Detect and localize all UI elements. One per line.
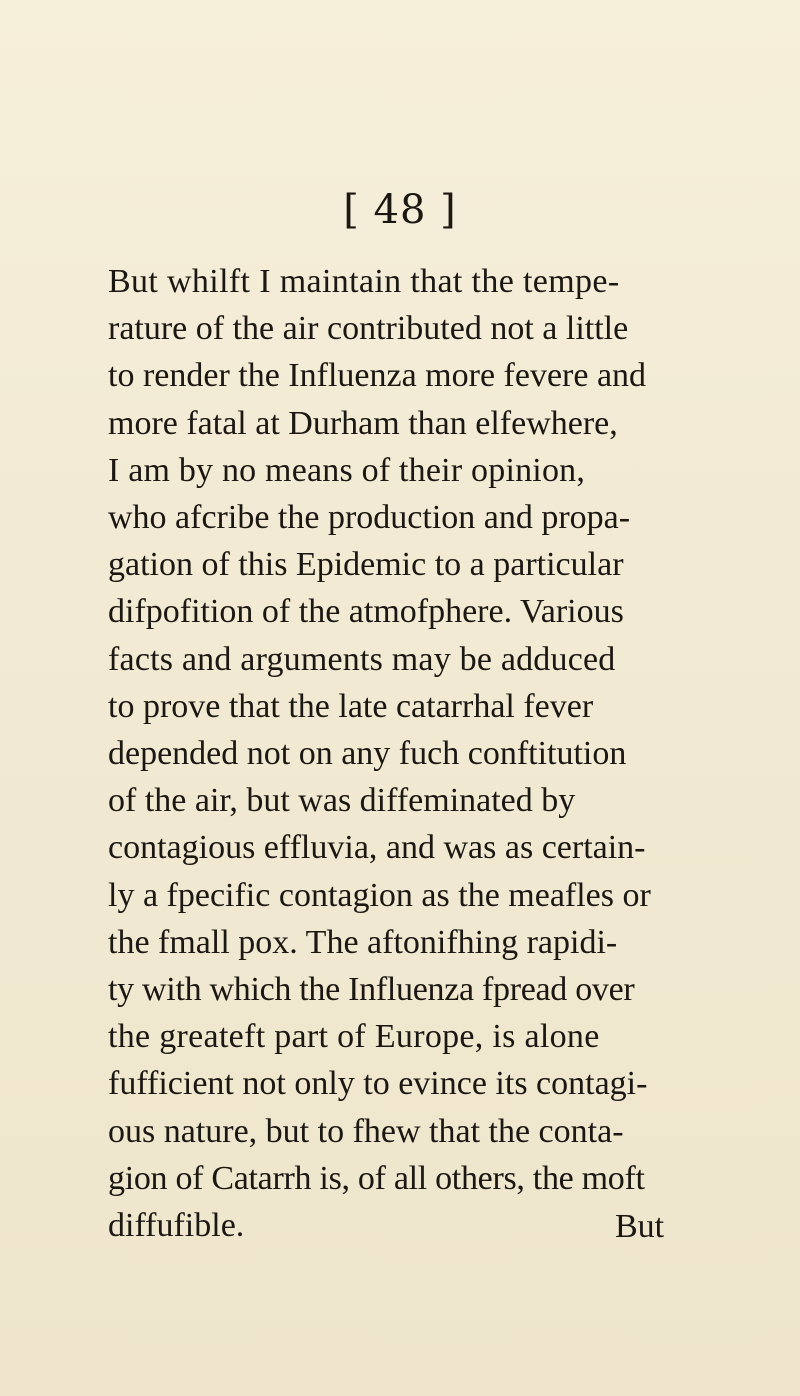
text-line: gion of Catarrh is, of all others, the moft bbox=[108, 1159, 645, 1197]
text-line: to render the Influenza more fevere and bbox=[108, 357, 647, 395]
text-line: I am by no means of their opinion, bbox=[108, 451, 586, 489]
text-line: But whilft I maintain that the tempe- bbox=[108, 263, 620, 300]
catchword: But bbox=[615, 1208, 665, 1245]
text-line: difpofition of the atmofphere. Various bbox=[108, 593, 624, 631]
body-paragraph bbox=[108, 258, 718, 1249]
page-number-header: [ 48 ] bbox=[343, 187, 457, 233]
text-line: ly a fpecific contagion as the meafles or bbox=[108, 876, 651, 914]
text-line: of the air, but was diffeminated by bbox=[108, 782, 576, 820]
text-line: ous nature, but to fhew that the conta- bbox=[108, 1112, 624, 1150]
text-line: contagious effluvia, and was as certain- bbox=[108, 829, 646, 867]
text-line: rature of the air contributed not a little bbox=[108, 310, 629, 348]
text-line: the fmall pox. The aftonifhing rapidi- bbox=[108, 923, 618, 961]
text-line: diffufible. bbox=[108, 1207, 245, 1245]
text-line: fufficient not only to evince its contagi- bbox=[108, 1065, 648, 1103]
text-line: more fatal at Durham than elfewhere, bbox=[108, 404, 618, 442]
text-line: depended not on any fuch conftitution bbox=[108, 735, 627, 773]
text-line: to prove that the late catarrhal fever bbox=[108, 687, 594, 725]
text-line: the greateft part of Europe, is alone bbox=[108, 1018, 600, 1056]
text-line: gation of this Epidemic to a particular bbox=[108, 546, 624, 584]
text-line: who afcribe the production and propa- bbox=[108, 499, 631, 537]
text-line: facts and arguments may be adduced bbox=[108, 640, 616, 678]
text-line: ty with which the Influenza fpread over bbox=[108, 971, 635, 1009]
